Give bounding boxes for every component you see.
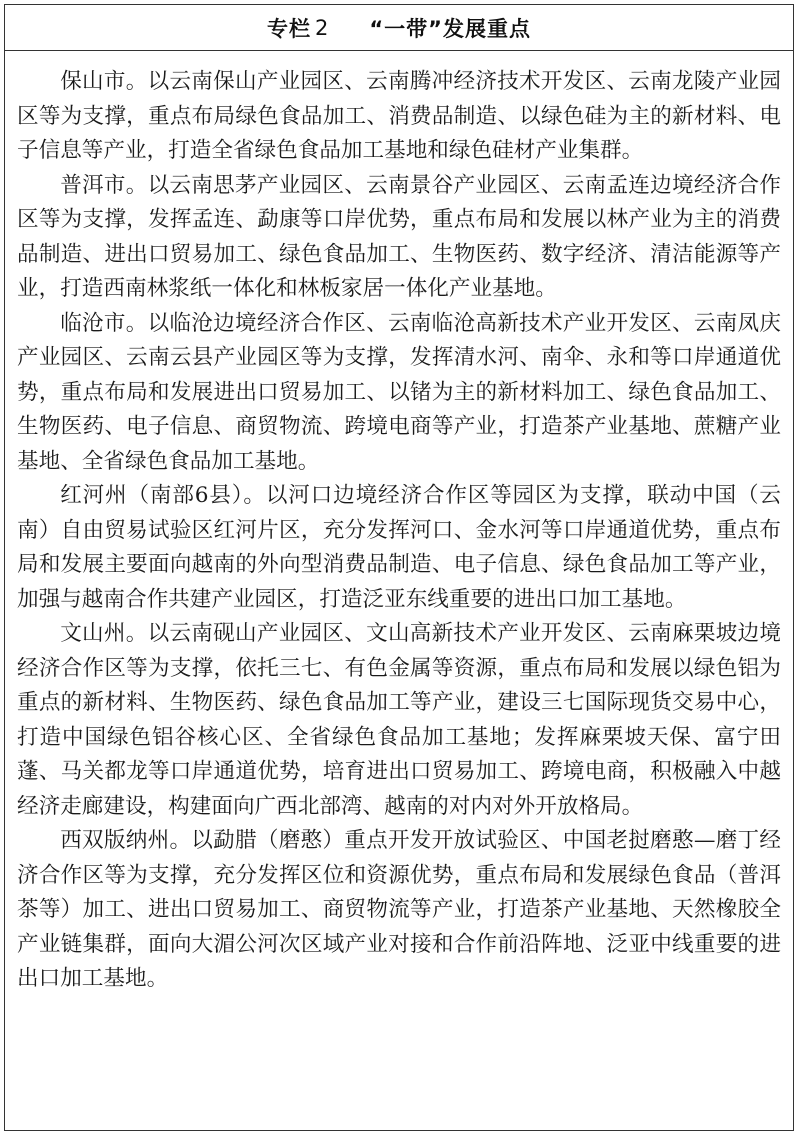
box-title-main: “一带”发展重点 bbox=[369, 16, 531, 41]
box-title bbox=[5, 5, 793, 51]
paragraph-lincang: 临沧市。以临沧边境经济合作区、云南临沧高新技术产业开发区、云南凤庆产业园区、云南云县产业园区等为支撑，发挥清水河、南伞、永和等口岸通道优势，重点布局和发展进出口贸易加工、以锗为主的新材料加工、绿色食品加工、生物医药、电子信息、商贸物流、跨境电商等产业，打造茶产业基地、蔗糖产业基地、全省绿色食品加工基地。 bbox=[17, 310, 781, 474]
paragraph-wenshan: 文山州。以云南砚山产业园区、文山高新技术产业开发区、云南麻栗坡边境经济合作区等为支撑，依托三七、有色金属等资源，重点布局和发展以绿色铝为重点的新材料、生物医药、绿色食品加工等产业，建设三七国际现货交易中心，打造中国绿色铝谷核心区、全省绿色食品加工基地；发挥麻栗坡天保、富宁田蓬、马关都龙等口岸通道优势，培育进出口贸易加工、跨境电商，积极融入中越经济走廊建设，构建面向广西北部湾、越南的对内对外开放格局。 bbox=[17, 621, 781, 819]
feature-box bbox=[4, 4, 794, 1131]
box-title-number: 2 bbox=[315, 15, 330, 40]
paragraph-xishuangbanna: 西双版纳州。以勐腊（磨憨）重点开发开放试验区、中国老挝磨憨—磨丁经济合作区等为支撑，充分发挥区位和资源优势，重点布局和发展绿色食品（普洱茶等）加工、进出口贸易加工、商贸物流等产业，打造茶产业基地、天然橡胶全产业链集群，面向大湄公河次区域产业对接和合作前沿阵地、泛亚中线重要的进出口加工基地。 bbox=[17, 828, 781, 991]
paragraph-honghe: 红河州（南部6县）。以河口边境经济合作区等园区为支撑，联动中国（云南）自由贸易试验区红河片区，充分发挥河口、金水河等口岸通道优势，重点布局和发展主要面向越南的外向型消费品制造、电子信息、绿色食品加工等产业，加强与越南合作共建产业园区，打造泛亚东线重要的进出口加工基地。 bbox=[17, 483, 781, 612]
box-body bbox=[5, 51, 793, 997]
box-title-prefix: 专栏 bbox=[267, 16, 311, 41]
paragraph-puer: 普洱市。以云南思茅产业园区、云南景谷产业园区、云南孟连边境经济合作区等为支撑，发挥孟连、勐康等口岸优势，重点布局和发展以林产业为主的消费品制造、进出口贸易加工、绿色食品加工、生物医药、数字经济、清洁能源等产业，打造西南林浆纸一体化和林板家居一体化产业基地。 bbox=[17, 172, 781, 301]
paragraph-baoshan: 保山市。以云南保山产业园区、云南腾冲经济技术开发区、云南龙陵产业园区等为支撑，重点布局绿色食品加工、消费品制造、以绿色硅为主的新材料、电子信息等产业，打造全省绿色食品加工基地和绿色硅材产业集群。 bbox=[17, 69, 781, 163]
